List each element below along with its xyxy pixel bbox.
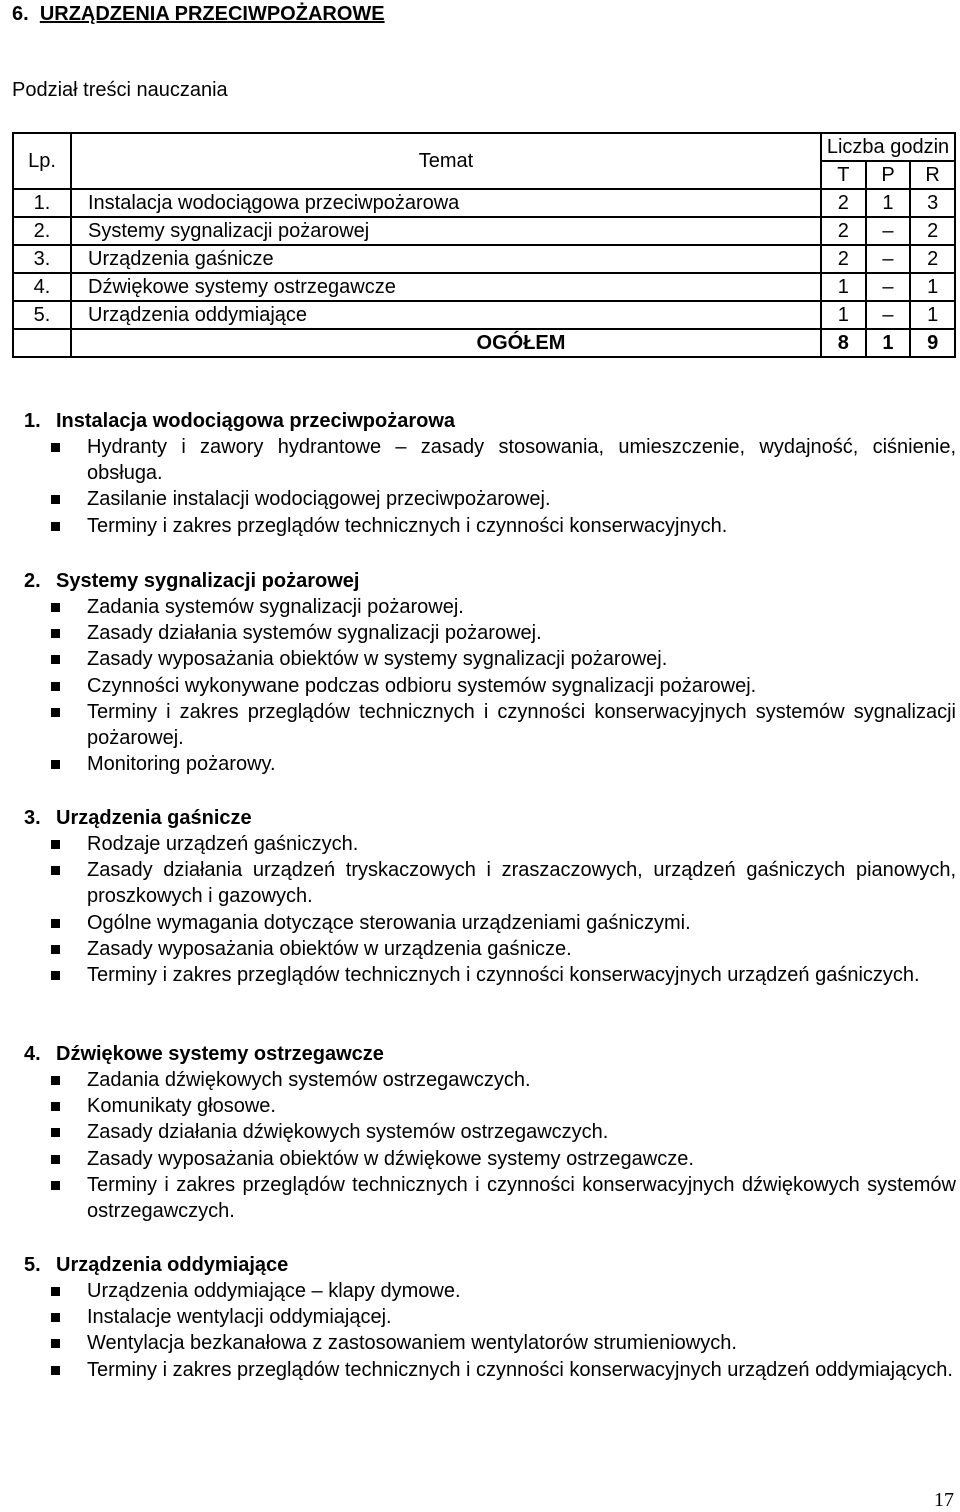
total-p: 1 [866, 329, 911, 357]
row-p: 1 [866, 189, 911, 217]
section-title: 4. Dźwiękowe systemy ostrzegawcze [24, 1043, 384, 1065]
bullet-list [24, 1278, 956, 1383]
list-item: Terminy i zakres przeglądów technicznych i czynności konserwacyjnych urządzeń gaśniczych. [24, 962, 956, 988]
total-r: 9 [910, 329, 955, 357]
section-1 [24, 408, 956, 539]
list-item: Urządzenia oddymiające – klapy dymowe. [24, 1278, 956, 1304]
list-item: Zasady wyposażania obiektów w urządzenia gaśnicze. [24, 936, 956, 962]
row-p: – [866, 301, 911, 329]
row-lp: 5. [13, 301, 71, 329]
bullet-square-icon [51, 1313, 60, 1322]
row-t: 2 [821, 189, 866, 217]
row-r: 1 [910, 273, 955, 301]
table-total-row [13, 329, 955, 357]
table-row [13, 245, 955, 273]
total-t: 8 [821, 329, 866, 357]
section-3 [24, 805, 956, 988]
header-r: R [910, 161, 955, 189]
row-lp: 3. [13, 245, 71, 273]
list-item: Zasady działania dźwiękowych systemów ostrzegawczych. [24, 1119, 956, 1145]
curriculum-table [12, 132, 956, 358]
header-temat: Temat [71, 133, 821, 189]
row-lp: 2. [13, 217, 71, 245]
list-item: Zadania systemów sygnalizacji pożarowej. [24, 594, 956, 620]
bullet-square-icon [51, 1076, 60, 1085]
section-5 [24, 1252, 956, 1383]
section-title: 2. Systemy sygnalizacji pożarowej [24, 570, 360, 592]
total-label: OGÓŁEM [71, 329, 821, 357]
row-temat: Instalacja wodociągowa przeciwpożarowa [71, 189, 821, 217]
list-item: Wentylacja bezkanałowa z zastosowaniem wentylatorów strumieniowych. [24, 1330, 956, 1356]
bullet-square-icon [51, 840, 60, 849]
bullet-square-icon [51, 945, 60, 954]
row-temat: Dźwiękowe systemy ostrzegawcze [71, 273, 821, 301]
section-title: 3. Urządzenia gaśnicze [24, 807, 252, 829]
row-temat: Urządzenia gaśnicze [71, 245, 821, 273]
row-t: 2 [821, 245, 866, 273]
header-hours: Liczba godzin [821, 133, 955, 161]
bullet-square-icon [51, 1339, 60, 1348]
header-lp: Lp. [13, 133, 71, 189]
page-heading [12, 0, 385, 28]
list-item: Zasady działania urządzeń tryskaczowych i zraszaczowych, urządzeń gaśniczych pianowych, proszkowych i gazowych. [24, 857, 956, 909]
list-item: Monitoring pożarowy. [24, 751, 956, 777]
bullet-square-icon [51, 919, 60, 928]
list-item: Ogólne wymagania dotyczące sterowania urządzeniami gaśniczymi. [24, 910, 956, 936]
row-r: 2 [910, 245, 955, 273]
row-t: 2 [821, 217, 866, 245]
header-t: T [821, 161, 866, 189]
bullet-square-icon [51, 971, 60, 980]
heading-title: URZĄDZENIA PRZECIWPOŻAROWE [39, 3, 385, 25]
list-item: Zasady działania systemów sygnalizacji pożarowej. [24, 620, 956, 646]
heading-number: 6. [12, 3, 29, 25]
row-r: 1 [910, 301, 955, 329]
section-4 [24, 1041, 956, 1224]
bullet-list [24, 594, 956, 777]
list-item: Czynności wykonywane podczas odbioru systemów sygnalizacji pożarowej. [24, 673, 956, 699]
row-t: 1 [821, 301, 866, 329]
list-item: Zadania dźwiękowych systemów ostrzegawczych. [24, 1067, 956, 1093]
list-item: Instalacje wentylacji oddymiającej. [24, 1304, 956, 1330]
list-item: Zasady wyposażania obiektów w dźwiękowe systemy ostrzegawcze. [24, 1146, 956, 1172]
list-item: Rodzaje urządzeń gaśniczych. [24, 831, 956, 857]
bullet-square-icon [51, 1155, 60, 1164]
row-lp: 1. [13, 189, 71, 217]
row-lp: 4. [13, 273, 71, 301]
row-temat: Systemy sygnalizacji pożarowej [71, 217, 821, 245]
bullet-square-icon [51, 603, 60, 612]
list-item: Zasady wyposażania obiektów w systemy sygnalizacji pożarowej. [24, 646, 956, 672]
section-title: 5. Urządzenia oddymiające [24, 1254, 289, 1276]
header-p: P [866, 161, 911, 189]
row-r: 2 [910, 217, 955, 245]
bullet-square-icon [51, 1181, 60, 1190]
row-r: 3 [910, 189, 955, 217]
bullet-list [24, 1067, 956, 1224]
bullet-square-icon [51, 1366, 60, 1375]
bullet-square-icon [51, 522, 60, 531]
list-item: Hydranty i zawory hydrantowe – zasady stosowania, umieszczenie, wydajność, ciśnienie, obsługa. [24, 434, 956, 486]
table-header-row [13, 133, 955, 161]
bullet-list [24, 831, 956, 988]
table-row [13, 273, 955, 301]
list-item: Komunikaty głosowe. [24, 1093, 956, 1119]
row-p: – [866, 245, 911, 273]
row-t: 1 [821, 273, 866, 301]
bullet-square-icon [51, 495, 60, 504]
bullet-square-icon [51, 1128, 60, 1137]
bullet-square-icon [51, 682, 60, 691]
section-2 [24, 568, 956, 777]
page-number: 17 [934, 1489, 954, 1511]
list-item: Zasilanie instalacji wodociągowej przeciwpożarowej. [24, 486, 956, 512]
table-row [13, 189, 955, 217]
bullet-square-icon [51, 629, 60, 638]
bullet-square-icon [51, 708, 60, 717]
table-row [13, 301, 955, 329]
list-item: Terminy i zakres przeglądów technicznych i czynności konserwacyjnych systemów sygnalizacji pożarowej. [24, 699, 956, 751]
bullet-square-icon [51, 1287, 60, 1296]
section-title: 1. Instalacja wodociągowa przeciwpożarowa [24, 410, 455, 432]
bullet-list [24, 434, 956, 539]
list-item: Terminy i zakres przeglądów technicznych i czynności konserwacyjnych. [24, 513, 956, 539]
bullet-square-icon [51, 760, 60, 769]
bullet-square-icon [51, 655, 60, 664]
list-item: Terminy i zakres przeglądów technicznych i czynności konserwacyjnych urządzeń oddymiających. [24, 1357, 956, 1383]
row-p: – [866, 217, 911, 245]
subheading: Podział treści nauczania [12, 79, 228, 101]
row-p: – [866, 273, 911, 301]
total-lp-empty [13, 329, 71, 357]
table-row [13, 217, 955, 245]
bullet-square-icon [51, 1102, 60, 1111]
bullet-square-icon [51, 443, 60, 452]
row-temat: Urządzenia oddymiające [71, 301, 821, 329]
list-item: Terminy i zakres przeglądów technicznych i czynności konserwacyjnych dźwiękowych systemów ostrzegawczych. [24, 1172, 956, 1224]
bullet-square-icon [51, 866, 60, 875]
